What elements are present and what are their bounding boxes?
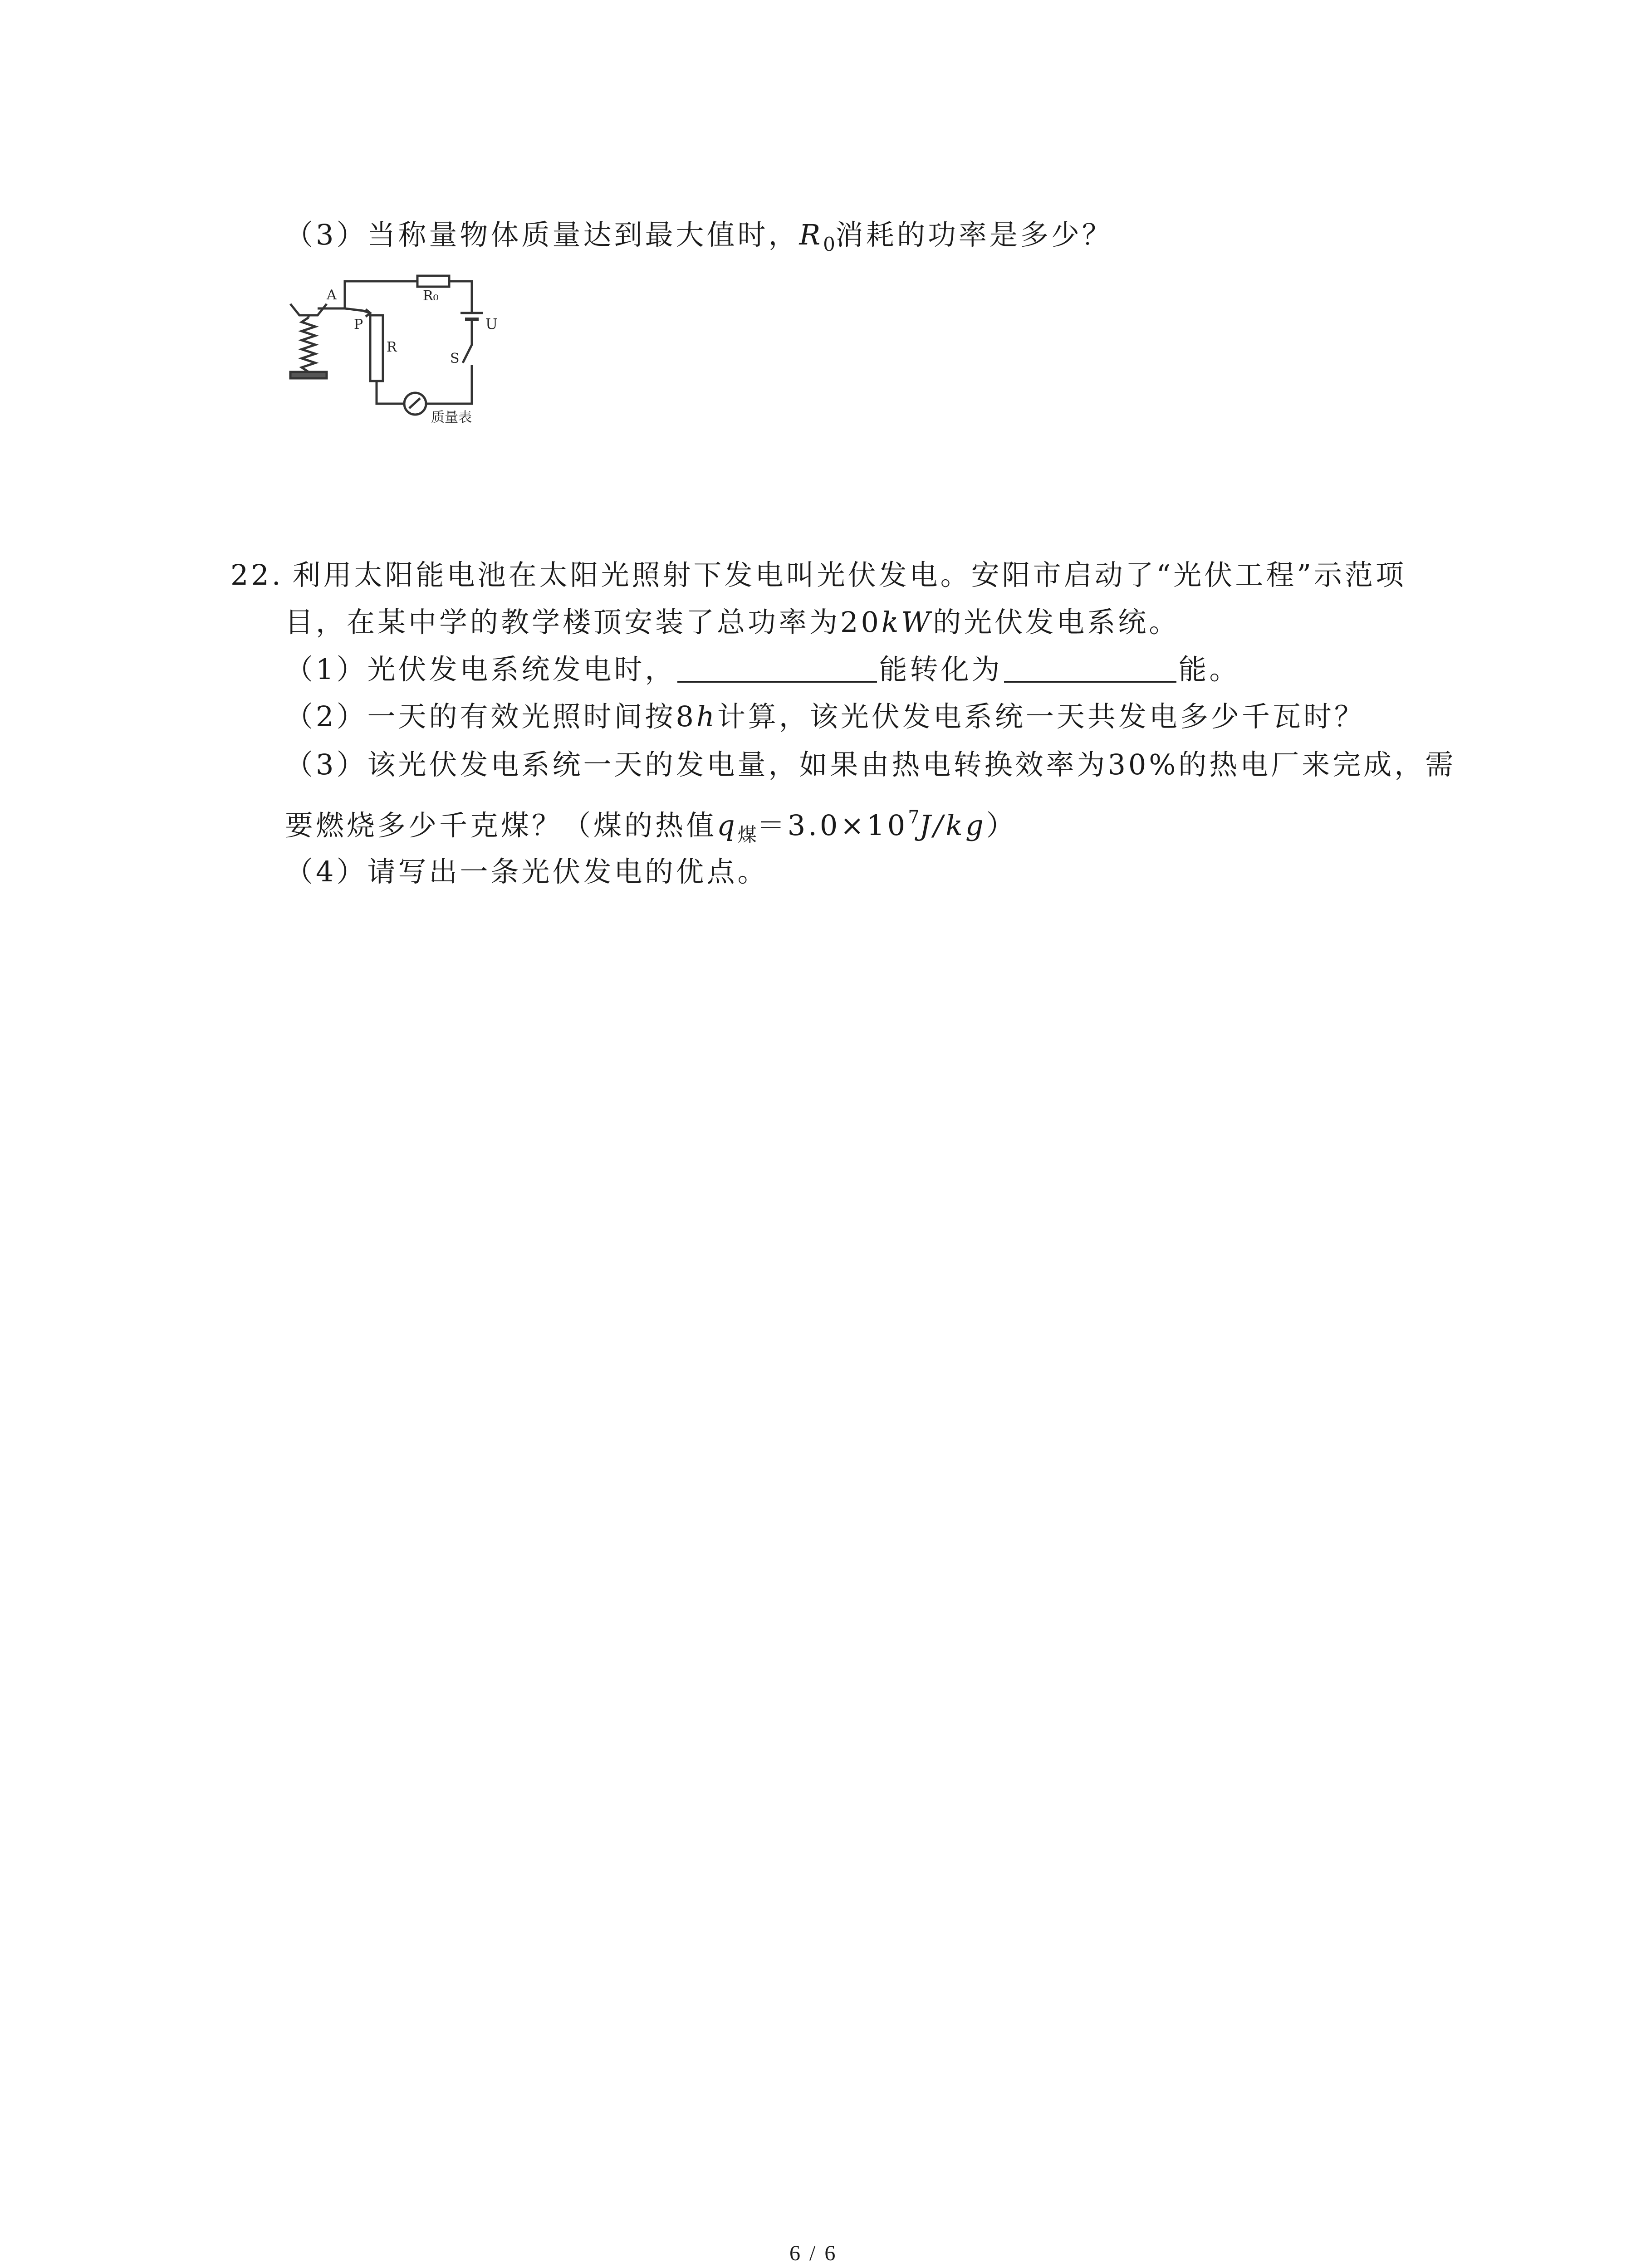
slider-p bbox=[318, 308, 370, 313]
q22-line2: 目，在某中学的教学楼顶安装了总功率为20kW的光伏发电系统。 bbox=[285, 606, 1180, 639]
label-r: R bbox=[387, 339, 397, 355]
answer-blank-1[interactable] bbox=[677, 654, 877, 683]
q22-line1: 22. 利用太阳能电池在太阳光照射下发电叫光伏发电。安阳市启动了“光伏工程”示范项 bbox=[230, 558, 1407, 591]
switch bbox=[463, 345, 472, 363]
answer-blank-2[interactable] bbox=[1004, 654, 1176, 683]
label-r0: R₀ bbox=[423, 288, 439, 304]
page-number: 6 / 6 bbox=[789, 2241, 838, 2265]
resistor-r0 bbox=[417, 276, 449, 287]
q22-part2: （2）一天的有效光照时间按8h计算，该光伏发电系统一天共发电多少千瓦时？ bbox=[285, 700, 1365, 733]
label-s: S bbox=[450, 351, 460, 367]
label-p: P bbox=[354, 317, 363, 332]
meter-label: 质量表 bbox=[431, 410, 472, 425]
question-number: 22. bbox=[230, 558, 284, 591]
q21-part3-text: （3）当称量物体质量达到最大值时，$R_0$消耗的功率是多少？ bbox=[285, 218, 1113, 255]
label-a: A bbox=[327, 287, 337, 303]
label-u: U bbox=[485, 315, 498, 332]
q22-part4: （4）请写出一条光伏发电的优点。 bbox=[285, 855, 769, 888]
scale-base bbox=[290, 372, 327, 378]
q22-part3-line1: （3）该光伏发电系统一天的发电量，如果由热电转换效率为30%的热电厂来完成，需 bbox=[285, 748, 1456, 781]
resistor-r bbox=[370, 315, 383, 381]
circuit-diagram bbox=[281, 272, 517, 426]
q22-part3-line2: 要燃烧多少千克煤？（煤的热值$q_煤=3.0\times 10^7J/kg$） bbox=[285, 807, 1017, 846]
q22-part1: （1）光伏发电系统发电时， 能转化为 能。 bbox=[285, 653, 1240, 686]
spring bbox=[302, 318, 315, 372]
